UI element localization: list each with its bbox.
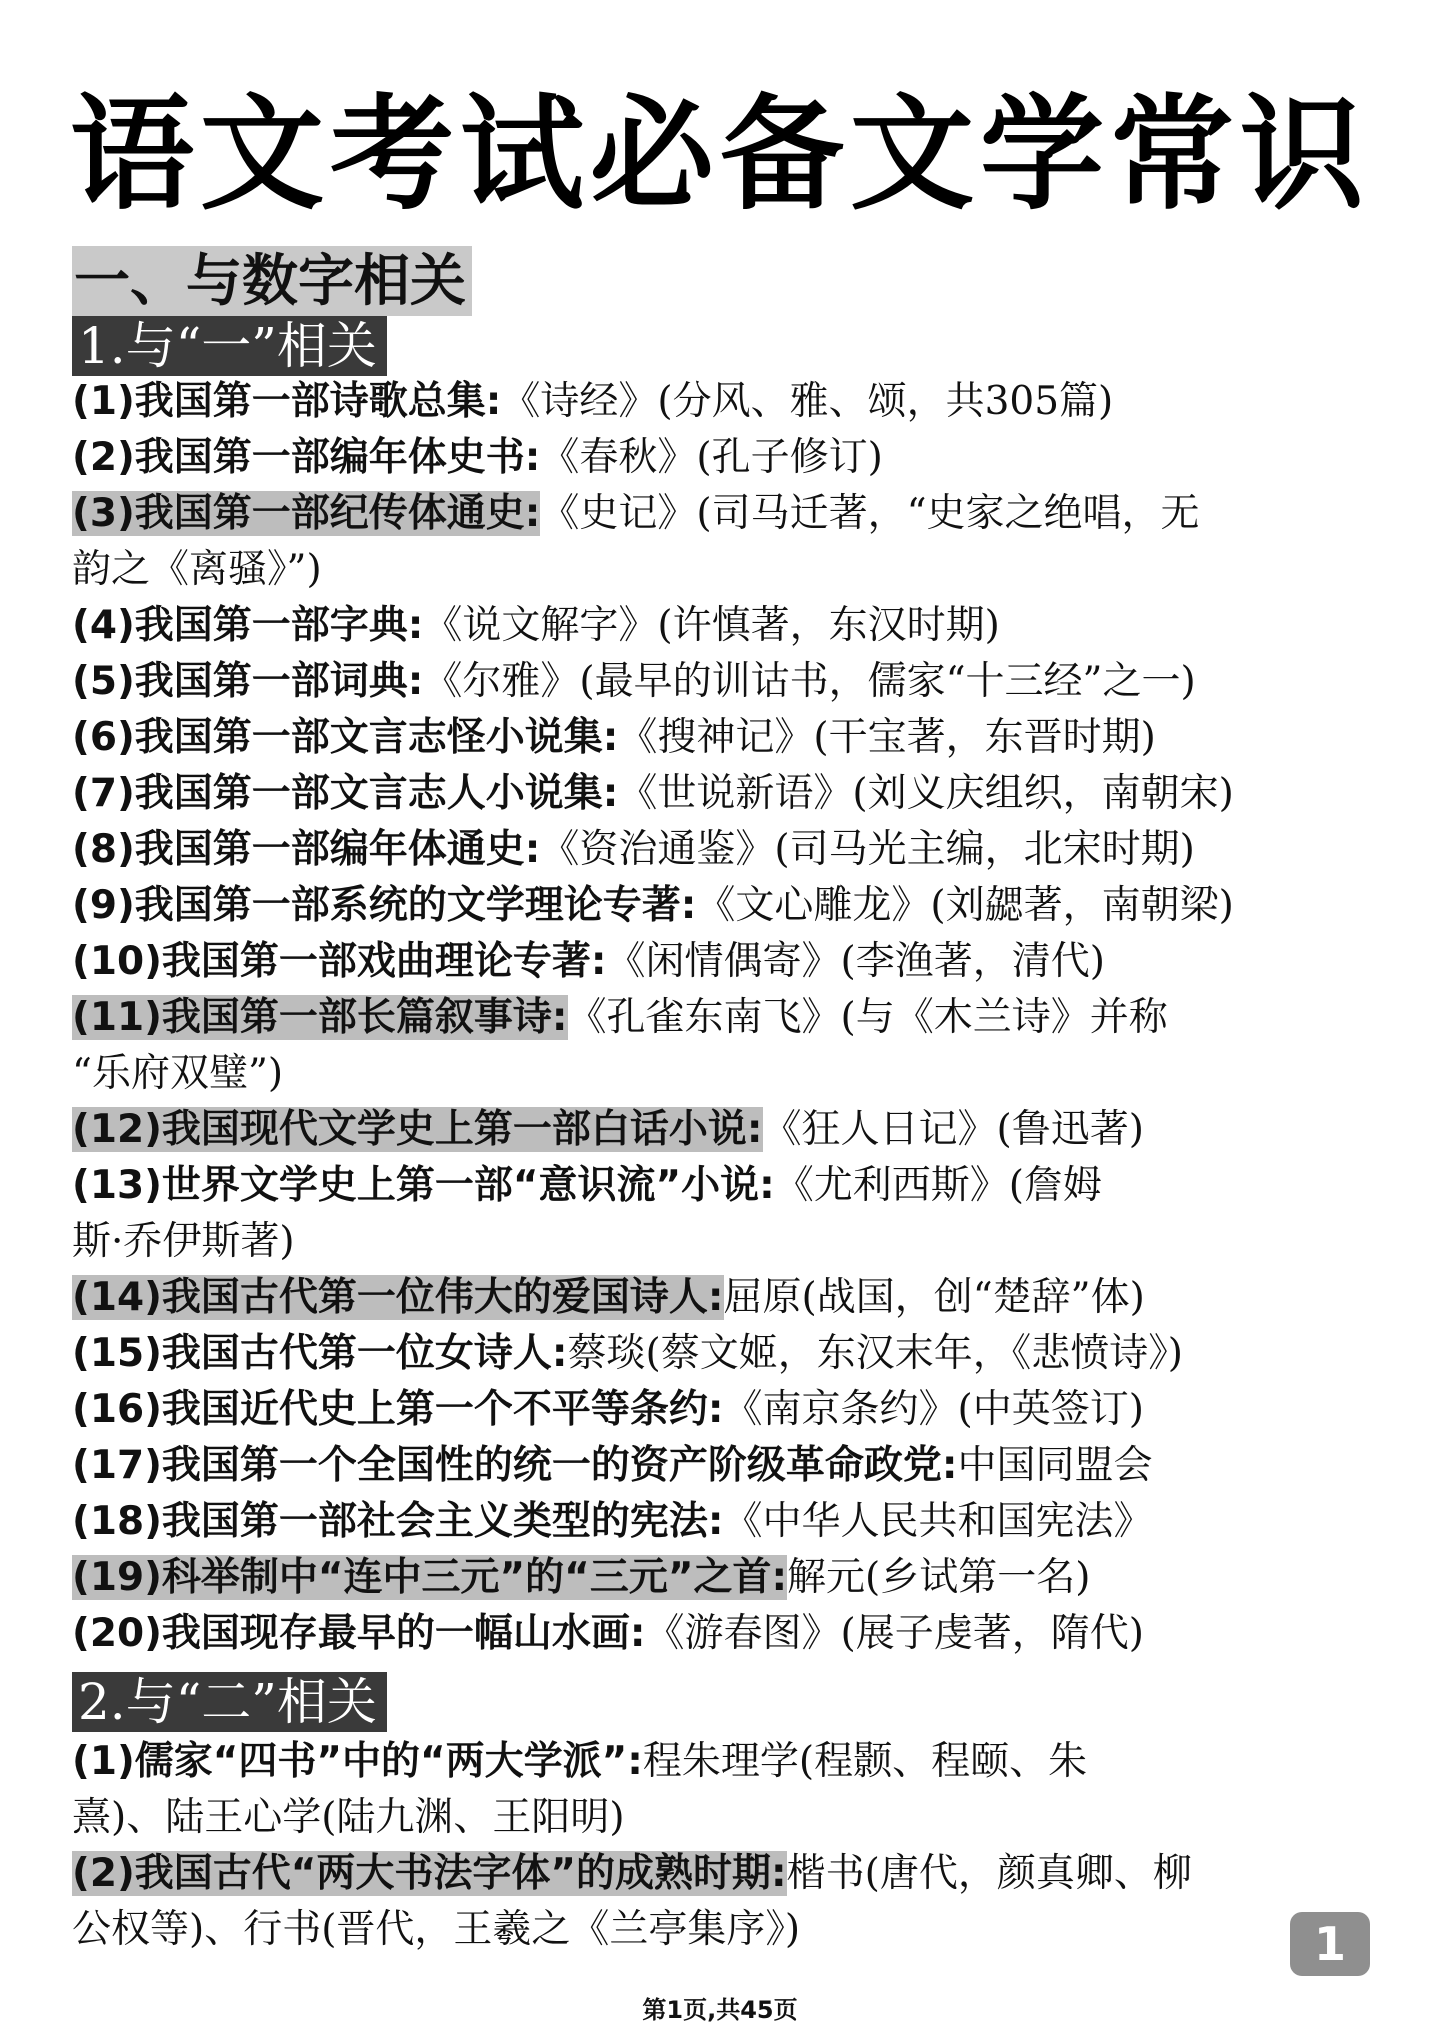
list-item bbox=[72, 822, 1372, 878]
item-text: 《闲情偶寄》(李渔著，清代) bbox=[606, 939, 1105, 984]
item-lead: (1)儒家“四书”中的“两大学派”: bbox=[72, 1739, 643, 1784]
item-text: 《资治通鉴》(司马光主编，北宋时期) bbox=[540, 827, 1195, 872]
list-item bbox=[72, 990, 1372, 1046]
item-lead: (17)我国第一个全国性的统一的资产阶级革命政党: bbox=[72, 1443, 958, 1488]
item-text: 《搜神记》(干宝著，东晋时期) bbox=[618, 715, 1156, 760]
list-item bbox=[72, 1326, 1372, 1382]
page-footer: 第1页,共45页 bbox=[642, 1996, 798, 2024]
list-item bbox=[72, 710, 1372, 766]
item-text: 中国同盟会 bbox=[957, 1443, 1153, 1488]
list-item bbox=[72, 1734, 1372, 1790]
item-lead: (4)我国第一部字典: bbox=[72, 603, 424, 648]
item-text: 《说文解字》(许慎著，东汉时期) bbox=[423, 603, 1000, 648]
list-item bbox=[72, 1846, 1372, 1902]
item-text: 解元(乡试第一名) bbox=[787, 1555, 1091, 1600]
item-lead: (9)我国第一部系统的文学理论专著: bbox=[72, 883, 697, 928]
item-lead-highlight: (11)我国第一部长篇叙事诗: bbox=[72, 995, 568, 1040]
item-lead-highlight: (2)我国古代“两大书法字体”的成熟时期: bbox=[72, 1851, 787, 1896]
list-item bbox=[72, 654, 1372, 710]
item-text: 《史记》(司马迁著，“史家之绝唱，无 bbox=[540, 491, 1200, 536]
item-text: 《尔雅》(最早的训诂书，儒家“十三经”之一) bbox=[423, 659, 1196, 704]
item-lead: (1)我国第一部诗歌总集: bbox=[72, 379, 502, 424]
list-item bbox=[72, 1494, 1372, 1550]
subsection-heading-two: 2.与“二”相关 bbox=[72, 1672, 387, 1732]
item-text: 《春秋》(孔子修订) bbox=[540, 435, 883, 480]
item-continuation: 斯·乔伊斯著) bbox=[72, 1219, 295, 1264]
list-item bbox=[72, 430, 1372, 486]
page-title: 语文考试必备文学常识 bbox=[69, 83, 1370, 227]
item-lead: (15)我国古代第一位女诗人: bbox=[72, 1331, 568, 1376]
list-item bbox=[72, 1158, 1372, 1214]
item-lead: (16)我国近代史上第一个不平等条约: bbox=[72, 1387, 724, 1432]
item-text: 《尤利西斯》(詹姆 bbox=[774, 1163, 1102, 1208]
list-item bbox=[72, 766, 1372, 822]
list-item bbox=[72, 598, 1372, 654]
item-lead-highlight: (14)我国古代第一位伟大的爱国诗人: bbox=[72, 1275, 724, 1320]
item-text: 《文心雕龙》(刘勰著，南朝梁) bbox=[696, 883, 1234, 928]
item-text: 《诗经》(分风、雅、颂，共305篇) bbox=[501, 379, 1114, 424]
item-continuation: 韵之《离骚》”) bbox=[72, 547, 322, 592]
list-item bbox=[72, 1102, 1372, 1158]
item-text: 蔡琰(蔡文姬，东汉末年，《悲愤诗》) bbox=[567, 1331, 1183, 1376]
item-continuation: 熹)、陆王心学(陆九渊、王阳明) bbox=[72, 1795, 625, 1840]
item-continuation: 公权等)、行书(晋代，王羲之《兰亭集序》) bbox=[72, 1907, 801, 1952]
list-item bbox=[72, 878, 1372, 934]
item-text: 《孔雀东南飞》(与《木兰诗》并称 bbox=[567, 995, 1168, 1040]
item-text: 楷书(唐代，颜真卿、柳 bbox=[786, 1851, 1192, 1896]
item-text: 《狂人日记》(鲁迅著) bbox=[762, 1107, 1144, 1152]
list-item bbox=[72, 1550, 1372, 1606]
item-continuation: “乐府双璧”) bbox=[72, 1051, 284, 1096]
item-lead-highlight: (12)我国现代文学史上第一部白话小说: bbox=[72, 1107, 763, 1152]
list-item bbox=[72, 1270, 1372, 1326]
item-lead: (10)我国第一部戏曲理论专著: bbox=[72, 939, 607, 984]
list-item bbox=[72, 486, 1372, 542]
item-text: 《中华人民共和国宪法》 bbox=[723, 1499, 1153, 1544]
list-item bbox=[72, 1606, 1372, 1662]
list-item bbox=[72, 1438, 1372, 1494]
list-item bbox=[72, 1382, 1372, 1438]
subsection-heading-one: 1.与“一”相关 bbox=[72, 316, 387, 376]
item-lead: (2)我国第一部编年体史书: bbox=[72, 435, 541, 480]
item-lead: (20)我国现存最早的一幅山水画: bbox=[72, 1611, 646, 1656]
item-lead: (8)我国第一部编年体通史: bbox=[72, 827, 541, 872]
page-number-badge: 1 bbox=[1290, 1912, 1370, 1976]
list-item bbox=[72, 374, 1372, 430]
item-text: 程朱理学(程颢、程颐、朱 bbox=[642, 1739, 1088, 1784]
item-text: 《游春图》(展子虔著，隋代) bbox=[645, 1611, 1144, 1656]
item-text: 《南京条约》(中英签订) bbox=[723, 1387, 1144, 1432]
item-lead: (13)世界文学史上第一部“意识流”小说: bbox=[72, 1163, 775, 1208]
section-heading: 一、与数字相关 bbox=[72, 246, 472, 316]
item-text: 屈原(战国，创“楚辞”体) bbox=[723, 1275, 1145, 1320]
item-lead: (6)我国第一部文言志怪小说集: bbox=[72, 715, 619, 760]
item-lead-highlight: (19)科举制中“连中三元”的“三元”之首: bbox=[72, 1555, 788, 1600]
item-text: 《世说新语》(刘义庆组织，南朝宋) bbox=[618, 771, 1234, 816]
item-lead: (7)我国第一部文言志人小说集: bbox=[72, 771, 619, 816]
list-item bbox=[72, 934, 1372, 990]
item-lead: (5)我国第一部词典: bbox=[72, 659, 424, 704]
item-lead-highlight: (3)我国第一部纪传体通史: bbox=[72, 491, 541, 536]
item-lead: (18)我国第一部社会主义类型的宪法: bbox=[72, 1499, 724, 1544]
